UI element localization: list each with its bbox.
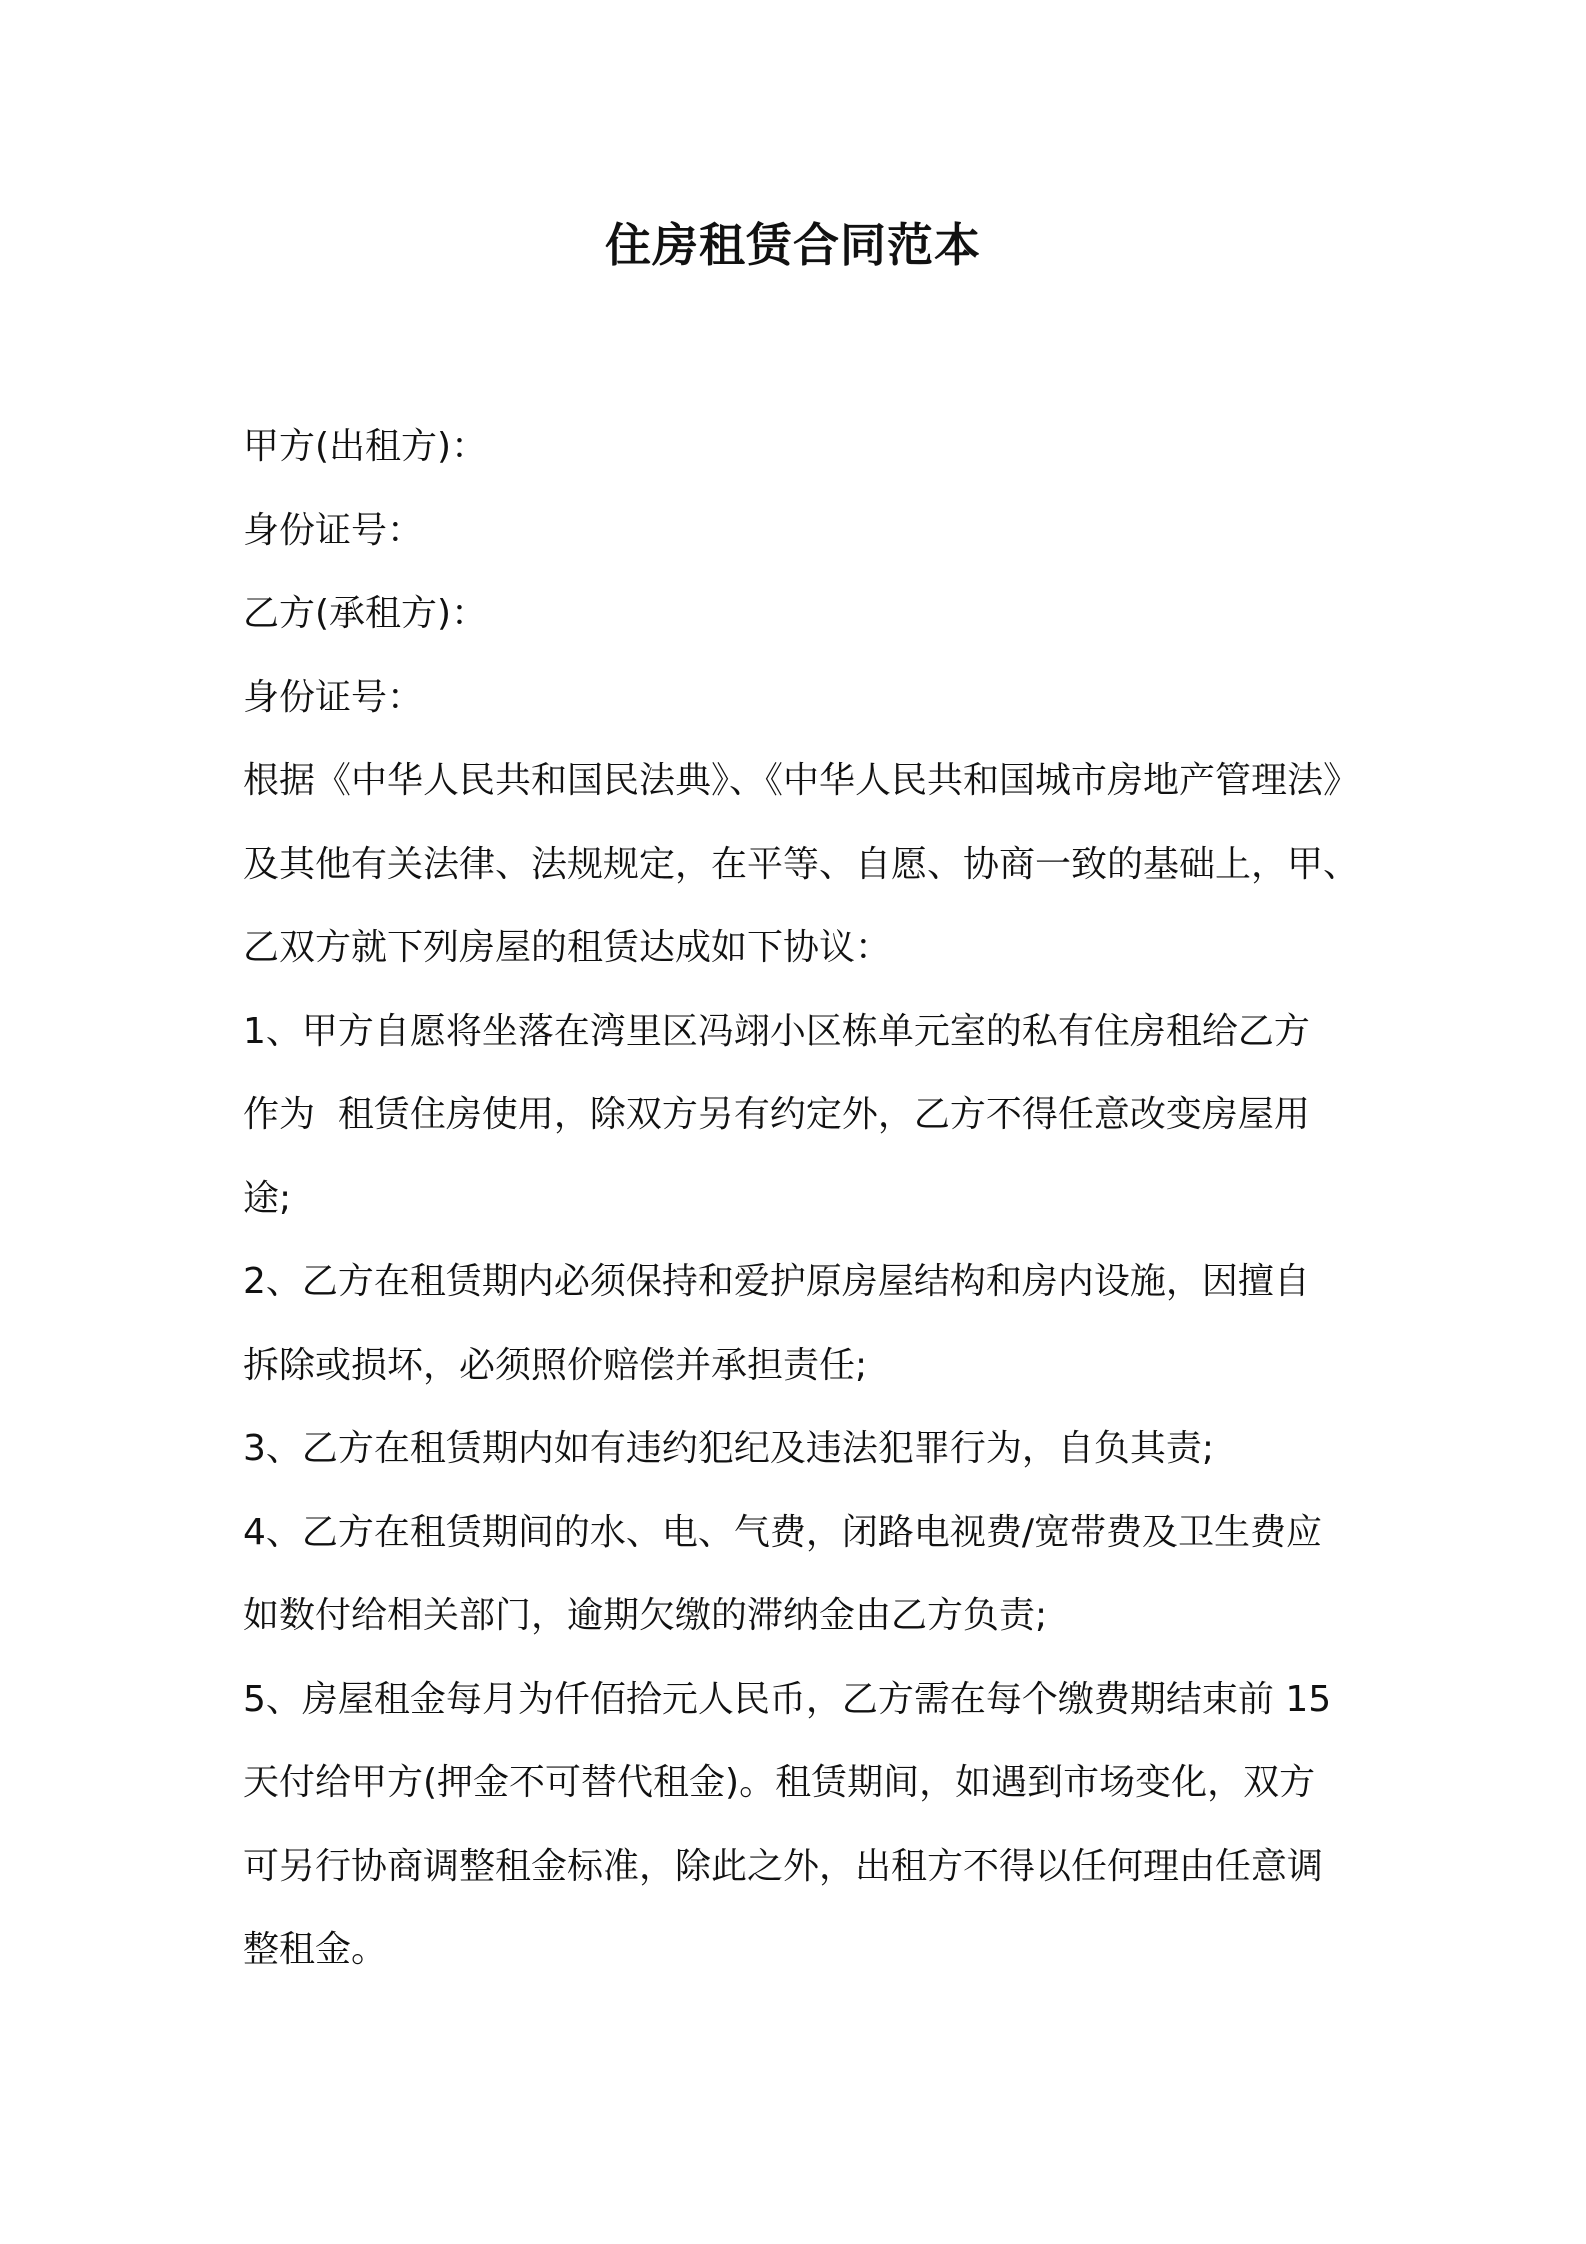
preamble-line: 及其他有关法律、法规规定，在平等、自愿、协商一致的基础上，甲、: [243, 843, 1360, 885]
clause-1-line: 1、甲方自愿将坐落在湾里区冯翊小区栋单元室的私有住房租给乙方: [243, 1010, 1310, 1052]
party-b-line: 乙方(承租方)：: [243, 593, 488, 634]
clause-4-line: 4、乙方在租赁期间的水、电、气费，闭路电视费/宽带费及卫生费应: [243, 1511, 1323, 1553]
clause-2-line: 拆除或损坏，必须照价赔偿并承担责任;: [243, 1344, 868, 1386]
party-a-id-line: 身份证号：: [243, 509, 424, 551]
clause-2-line: 2、乙方在租赁期内必须保持和爱护原房屋结构和房内设施，因擅自: [243, 1261, 1310, 1302]
preamble-line: 乙双方就下列房屋的租赁达成如下协议：: [243, 927, 892, 968]
preamble-line: 根据《中华人民共和国民法典》、《中华人民共和国城市房地产管理法》: [243, 760, 1360, 801]
document-title: 住房租赁合同范本: [605, 218, 981, 272]
clause-5-line: 天付给甲方(押金不可替代租金)。租赁期间，如遇到市场变化，双方: [243, 1762, 1316, 1803]
clause-1-line: 作为 租赁住房使用，除双方另有约定外，乙方不得任意改变房屋用: [243, 1094, 1310, 1135]
clause-1-line: 途;: [243, 1177, 292, 1219]
clause-5-line: 可另行协商调整租金标准，除此之外，出租方不得以任何理由任意调: [243, 1845, 1324, 1887]
document-body: [243, 405, 1360, 1992]
party-a-line: 甲方(出租方)：: [243, 426, 488, 467]
clause-5-line: 5、房屋租金每月为仟佰拾元人民币，乙方需在每个缴费期结束前 15: [243, 1678, 1332, 1720]
clause-5-line: 整租金。: [243, 1929, 388, 1970]
party-b-id-line: 身份证号：: [243, 676, 424, 718]
clause-3-line: 3、乙方在租赁期内如有违约犯纪及违法犯罪行为，自负其责;: [243, 1428, 1215, 1469]
clause-4-line: 如数付给相关部门，逾期欠缴的滞纳金由乙方负责;: [243, 1595, 1048, 1636]
